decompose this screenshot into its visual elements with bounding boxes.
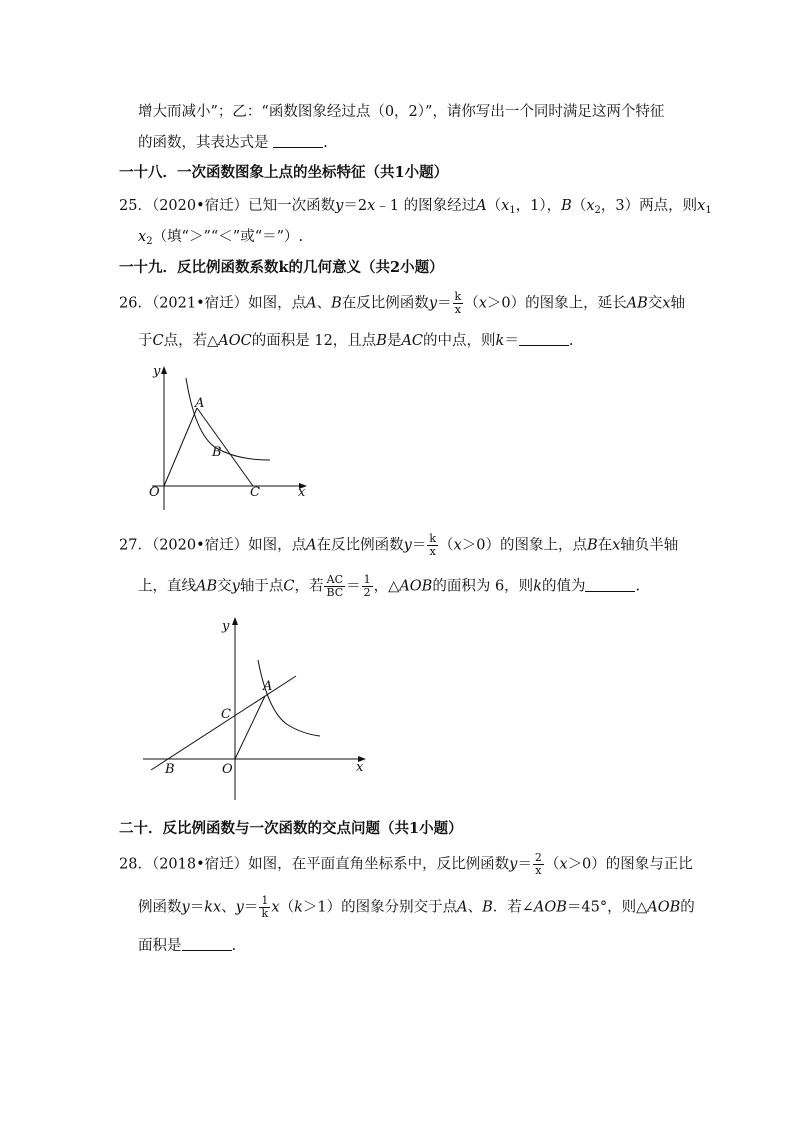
section-title-20: 二十．反比例函数与一次函数的交点问题（共1小题） [119,820,463,837]
var-x2: x [586,198,595,214]
q28-text-7: 的 [680,899,695,916]
question-source: （2020•宿迁） [151,537,249,554]
label-C: C [250,485,260,500]
denominator: BC [326,586,344,599]
denominator: x [454,303,461,316]
q26-text-4: 交 [647,295,663,312]
var-x: x [478,295,487,312]
q26-text-8: 的面积是 12，且点 [251,333,377,349]
var-x1: x [697,198,706,214]
numerator: k [454,290,462,303]
label-y: y [153,364,161,379]
paren: （ [544,856,560,873]
q27-text-9: ，若 [294,578,324,595]
question-source: （2018•宿迁） [151,856,249,873]
q27-text-7: 交 [217,578,232,595]
question-27-line-1 [119,533,678,558]
question-28-line-3 [138,936,236,956]
var-y: y [231,578,240,595]
q25-eq: ＝2 [343,198,368,214]
q27-text: 如图，点 [248,537,307,554]
triangle-AOB: AOB [647,899,681,916]
question-25-line-2 [138,227,303,252]
label-C: C [221,707,231,722]
fraction-k-over-x [453,291,464,316]
question-26-line-1 [119,291,685,316]
prev-question-line-2 [138,133,328,153]
paren: （ [279,899,295,916]
q27-text-5: 轴负半轴 [620,537,679,554]
var-x2: x [138,229,147,245]
section-title-18: 一十八．一次函数图象上点的坐标特征（共1小题） [119,164,449,181]
point-B: B [586,537,598,554]
sep: 、 [467,899,483,916]
q27-text-2: 在反比例函数 [316,537,404,554]
triangle-AOC: AOC [218,333,252,349]
eq: ＝ [411,537,427,554]
segment-OA [164,408,197,486]
answer-blank[interactable] [585,577,635,592]
label-A: A [195,396,205,411]
subscript: 1 [705,205,712,216]
subscript: 2 [594,205,601,216]
eq: ＝ [504,333,519,349]
paren: （ [571,198,587,214]
period: . [231,938,237,954]
period: . [635,578,641,595]
q25-coord-2: ，3）两点，则 [600,198,698,214]
q28-text-5: ．若∠ [492,899,534,916]
period: . [568,333,574,349]
question-25-line-1 [119,196,712,221]
period: . [323,135,328,151]
var-y: y [403,537,412,554]
y-axis-arrow [232,617,238,625]
point-A: A [457,899,468,916]
point-A: A [476,198,487,214]
numerator: 1 [363,573,371,586]
prev-question-text: 增大而减小”；乙：“函数图象经过点（0，2）”，请你写出一个同时满足这两个特征 [138,104,665,120]
paren: （ [439,537,454,554]
denominator: k [261,907,269,920]
var-x: x [612,537,621,554]
eq: ＝ [243,899,259,916]
point-B: B [482,899,493,916]
hyperbola-curve [258,660,320,736]
q26-text-6: 于 [138,333,153,349]
answer-blank[interactable] [273,133,323,148]
eq: ＝ [517,856,532,873]
subscript: 2 [146,236,153,247]
question-source: （2020•宿迁） [151,198,249,214]
q28-text: 如图，在平面直角坐标系中，反比例函数 [248,856,510,873]
label-x: x [298,485,306,500]
line-AB [151,676,296,770]
q26-text-10: 的中点，则 [423,333,496,349]
question-number: 27． [119,537,152,554]
prev-question-text-2: 的函数，其表达式是 [138,135,274,151]
figure-q27 [138,612,378,802]
question-27-line-2 [138,574,640,599]
fraction-1-over-k [259,895,270,920]
subscript: 1 [509,205,516,216]
figure-q26 [140,362,320,512]
var-k: k [294,899,303,916]
fraction-one-half [362,574,373,599]
fraction-k-over-x [427,533,438,558]
denominator: x [429,545,436,558]
eq: ＝ [346,578,361,595]
label-O: O [149,485,160,500]
q28-text-4: ＞1）的图象分别交于点 [302,899,458,916]
var-y: y [428,295,438,312]
q26-text-3: ＞0）的图象上，延长 [486,295,627,312]
var-x: x [559,856,568,873]
var-kx: kx [204,899,222,916]
question-number: 26． [119,295,152,312]
q27-text-3: ＞0）的图象上，点 [461,537,587,554]
var-k: k [495,333,505,349]
q27-text-11: 的面积为 6，则 [432,578,534,595]
q25-fill-instruction: （填“＞”“＜”或“＝”）. [152,229,304,245]
label-O: O [222,762,233,777]
denominator: x [535,864,542,877]
var-x: x [271,899,280,916]
paren: （ [486,198,502,214]
segment-AC: AC [401,333,424,349]
section-title-19: 一十九．反比例函数系数k的几何意义（共2小题） [119,259,444,276]
var-k: k [533,578,542,595]
q26-text: 如图，点 [248,295,307,312]
fraction-2-over-x [533,852,544,877]
q28-text-3: 例函数 [138,899,182,916]
numerator: k [429,532,437,545]
answer-blank[interactable] [519,331,569,346]
line-AB: AB [196,578,218,595]
question-number: 28． [119,856,152,873]
var-y: y [181,899,190,916]
point-C: C [283,578,295,595]
numerator: 2 [534,851,542,864]
q28-text-6: ＝45°，则△ [566,899,648,916]
y-axis-arrow [161,366,167,374]
numerator: 1 [261,894,269,907]
hyperbola-curve [186,378,270,460]
sep: 、 [221,899,236,916]
label-A: A [263,679,273,694]
var-y: y [509,856,518,873]
var-x: x [453,537,462,554]
q25-coord-1: ，1）， [515,198,562,214]
q27-text-10: ，△ [373,578,400,595]
var-y: y [235,899,244,916]
var-x: x [662,295,671,312]
label-B: B [212,445,222,460]
label-y: y [222,619,230,634]
question-source: （2021•宿迁） [151,295,249,312]
angle-AOB: AOB [533,899,567,916]
q27-text-12: 的值为 [541,578,586,595]
label-B: B [165,762,175,777]
point-B: B [376,333,387,349]
paren: （ [464,295,479,312]
fraction-AC-over-BC [324,574,345,599]
segment-AB: AB [626,295,648,312]
question-28-line-2 [138,895,695,920]
q28-text-2: ＞0）的图象与正比 [567,856,693,873]
question-number: 25． [119,198,152,214]
answer-blank[interactable] [182,936,232,951]
label-x: x [356,760,364,775]
point-A: A [306,537,317,554]
prev-question-line-1 [138,102,664,122]
q26-text-9: 是 [386,333,402,349]
eq: ＝ [189,899,205,916]
q26-text-2: 在反比例函数 [341,295,429,312]
sep: 、 [316,295,332,312]
eq: ＝ [437,295,452,312]
var-y: y [335,198,344,214]
q26-text-5: 轴 [670,295,685,312]
question-26-line-2 [138,331,573,351]
q25-text: 已知一次函数 [248,198,336,214]
q27-text-8: 轴于点 [239,578,284,595]
segment-AC [197,408,253,486]
var-x: x [367,198,376,214]
triangle-AOB: AOB [399,578,433,595]
point-B: B [561,198,572,214]
question-28-line-1 [119,852,693,877]
q26-text-7: 点，若△ [163,333,219,349]
numerator: AC [324,574,345,587]
point-A: A [306,295,317,312]
var-x1: x [501,198,510,214]
q27-text-6: 上，直线 [138,578,196,595]
q25-text-2: ﹣1 的图象经过 [375,198,477,214]
denominator: 2 [363,586,371,599]
point-B: B [331,295,342,312]
point-C: C [152,333,164,349]
q27-text-4: 在 [597,537,613,554]
q28-text-8: 面积是 [138,938,182,954]
